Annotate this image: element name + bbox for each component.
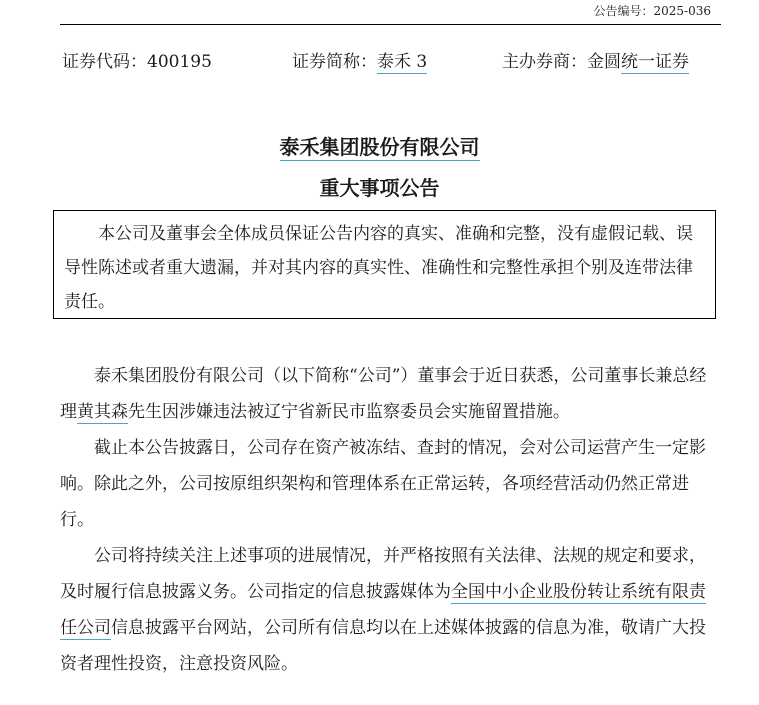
company-name: 泰禾集团股份有限公司 [279,135,480,159]
security-abbreviation-value: 泰禾 3 [377,52,428,72]
notice-title: 重大事项公告 [319,176,440,200]
header-divider [60,24,721,25]
security-meta-row [0,47,759,71]
lead-broker-name: 统一证券 [621,52,689,72]
paragraph-disclosure-text-2: 信息披露平台网站，公司所有信息均以在上述媒体披露的信息为准，敬请广大投资者理性投资，注意投资风险。 [60,618,706,674]
board-statement-box: 本公司及董事会全体成员保证公告内容的真实、准确和完整，没有虚假记载、误导性陈述或者重大遗漏，并对其内容的真实性、准确性和完整性承担个别及连带法律责任。 [53,210,716,319]
paragraph-detention-text-1: 泰禾集团股份有限公司（以下简称“公司”）董事会于近日获悉，公司董事长兼总经理 [60,366,707,422]
lead-broker-label: 主办券商： [502,52,587,72]
company-title [0,131,759,160]
disclosure-platform-link[interactable]: 全国中小企业股份转让系统有限责任公司 [60,582,706,638]
lead-broker-name-prefix: 金圆 [587,52,621,72]
security-abbreviation [292,47,427,72]
lead-broker [502,47,689,72]
paragraph-detention-text-2: 先生因涉嫌违法被辽宁省新民市监察委员会实施留置措施。 [128,402,570,422]
paragraph-disclosure [60,538,720,682]
chairman-name: 黄其森 [77,402,128,422]
security-abbreviation-label: 证券简称： [292,52,377,72]
paragraph-operations: 截止本公告披露日，公司存在资产被冻结、查封的情况，会对公司运营产生一定影响。除此之外，公司按原组织架构和管理体系在正常运转，各项经营活动仍然正常进行。 [60,438,706,530]
paragraph-disclosure-text-1: 公司将持续关注上述事项的进展情况，并严格按照有关法律、法规的规定和要求，及时履行信息披露义务。公司指定的信息披露媒体为 [60,546,706,602]
paragraph-detention [60,358,720,430]
security-code: 证券代码：400195 [62,52,212,72]
announcement-number: 公告编号：2025-036 [593,4,711,18]
